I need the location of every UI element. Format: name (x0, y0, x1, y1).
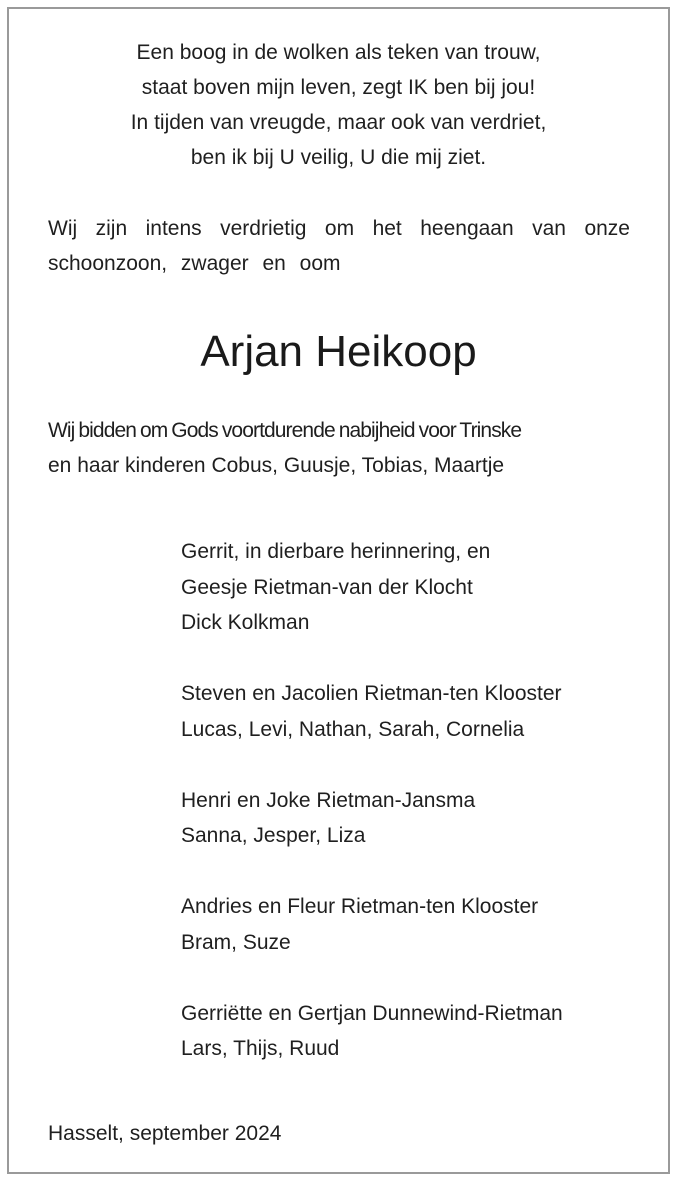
poem-line: ben ik bij U veilig, U die mij ziet. (190, 146, 487, 169)
deceased-name: Arjan Heikoop (200, 327, 477, 376)
prayer-line-1: Wij bidden om Gods voortdurende nabijheid voor Trinske (48, 419, 522, 442)
intro-text: Wij zijn intens verdrietig om het heengaan van onze schoonzoon, zwager en oom (48, 217, 630, 275)
family-line: Andries en Fleur Rietman-ten Klooster (181, 895, 539, 918)
poem (0, 35, 677, 175)
family-line: Lars, Thijs, Ruud (181, 1037, 340, 1060)
family-group (181, 996, 563, 1067)
family-group (181, 676, 563, 747)
family-line: Gerrit, in dierbare herinnering, en (181, 540, 491, 563)
family-line: Henri en Joke Rietman-Jansma (181, 788, 476, 812)
poem-line: staat boven mijn leven, zegt IK ben bij jou! (141, 76, 536, 99)
family-line: Geesje Rietman-van der Klocht (181, 575, 473, 599)
prayer-line-2: en haar kinderen Cobus, Guusje, Tobias, Maartje (48, 454, 505, 477)
family-group (181, 534, 563, 641)
family-group (181, 783, 563, 854)
family-list (181, 534, 563, 1067)
place-and-date: Hasselt, september 2024 (48, 1122, 282, 1145)
family-line: Lucas, Levi, Nathan, Sarah, Cornelia (181, 717, 525, 741)
family-group (181, 889, 563, 960)
family-line: Dick Kolkman (181, 611, 310, 634)
poem-line: Een boog in de wolken als teken van trouw, (136, 41, 541, 64)
family-line: Sanna, Jesper, Liza (181, 824, 366, 847)
family-line: Gerriëtte en Gertjan Dunnewind-Rietman (181, 1001, 563, 1025)
family-line: Bram, Suze (181, 930, 291, 954)
poem-line: In tijden van vreugde, maar ook van verdriet, (130, 111, 547, 134)
prayer-text (48, 413, 630, 483)
family-line: Steven en Jacolien Rietman-ten Klooster (181, 682, 562, 705)
